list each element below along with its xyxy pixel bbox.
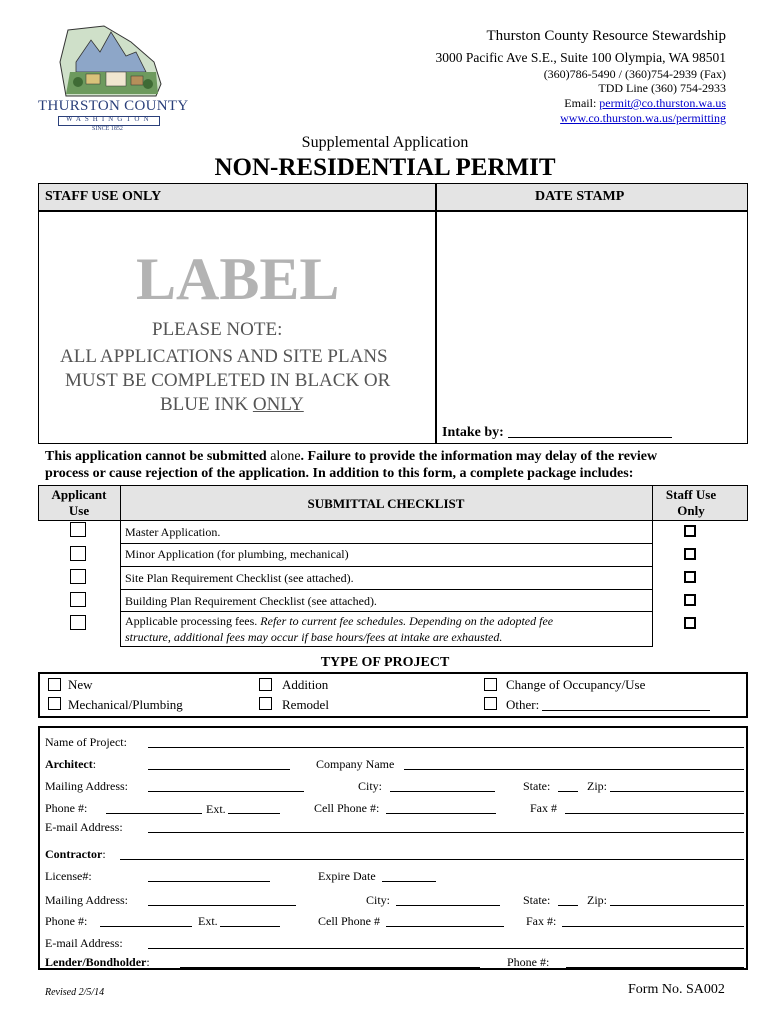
name-project-field[interactable] <box>148 747 744 748</box>
license-label: License#: <box>45 869 92 883</box>
ext-label-2: Ext. <box>198 914 218 928</box>
col-checklist-title: SUBMITTAL CHECKLIST <box>307 496 465 511</box>
phone-label-1: Phone #: <box>45 801 88 815</box>
phone-label-2: Phone #: <box>45 914 88 928</box>
lender-phone-label: Phone #: <box>507 955 550 969</box>
state-field-2[interactable] <box>558 905 578 906</box>
project-type-title: TYPE OF PROJECT <box>320 655 450 670</box>
intro-line-1c: . Failure to provide the information may delay of the review <box>300 449 658 464</box>
checklist-item-5-italic1: Refer to current fee schedules. Depending on the adopted fee <box>260 614 554 628</box>
page-title: NON-RESIDENTIAL PERMIT <box>214 154 556 181</box>
cell-field-2[interactable] <box>386 926 504 927</box>
org-email-link[interactable]: permit@co.thurston.wa.us <box>599 96 726 110</box>
org-address: 3000 Pacific Ave S.E., Suite 100 Olympia, WA 98501 <box>435 50 726 65</box>
staff-header-divider <box>38 210 748 212</box>
state-field-1[interactable] <box>558 791 578 792</box>
checklist-item-2: Minor Application (for plumbing, mechanical) <box>125 547 349 561</box>
applicant-checkbox-1[interactable] <box>70 522 86 537</box>
checklist-row-div-right <box>652 521 653 647</box>
org-tdd: TDD Line (360) 754-2933 <box>598 81 726 95</box>
note-line-4-only: ONLY <box>252 394 304 415</box>
email-field-1[interactable] <box>148 832 744 833</box>
addition-checkbox[interactable] <box>259 678 272 691</box>
checklist-item-5-text: Applicable processing fees. <box>125 614 261 628</box>
note-line-4-text: BLUE INK <box>160 394 253 415</box>
ext-label-1: Ext. <box>206 802 226 816</box>
date-stamp-header: DATE STAMP <box>535 189 625 204</box>
change-occupancy-label: Change of Occupancy/Use <box>506 677 646 692</box>
phone-field-2[interactable] <box>100 926 192 927</box>
cell-label-2: Cell Phone # <box>318 914 380 928</box>
lender-colon: : <box>146 955 150 969</box>
checklist-item-5-italic2: structure, additional fees may occur if base hours/fees at intake are exhausted. <box>125 630 503 644</box>
other-label: Other: <box>506 697 540 712</box>
form-number: Form No. SA002 <box>628 982 725 997</box>
row-sep-2 <box>120 566 652 567</box>
company-field[interactable] <box>404 769 744 770</box>
architect-colon: : <box>92 757 97 771</box>
name-project-label: Name of Project: <box>45 735 127 749</box>
change-occupancy-checkbox[interactable] <box>484 678 497 691</box>
applicant-checkbox-5[interactable] <box>70 615 86 630</box>
zip-label-1: Zip: <box>587 779 607 793</box>
other-checkbox[interactable] <box>484 697 497 710</box>
fax-label-2: Fax #: <box>526 914 557 928</box>
ext-field-2[interactable] <box>220 926 280 927</box>
architect-line <box>45 757 96 772</box>
row-sep-1 <box>120 543 652 544</box>
checklist-item-1: Master Application. <box>125 525 221 539</box>
expire-field[interactable] <box>382 881 436 882</box>
city-label-2: City: <box>366 893 391 907</box>
col-applicant-2: Use <box>68 503 90 518</box>
city-label-1: City: <box>358 779 383 793</box>
revised-date: Revised 2/5/14 <box>45 987 105 998</box>
lender-phone-field[interactable] <box>566 967 744 968</box>
org-name: Thurston County Resource Stewardship <box>486 28 726 44</box>
city-field-1[interactable] <box>390 791 495 792</box>
cell-field-1[interactable] <box>386 813 496 814</box>
checklist-row-div <box>120 521 121 647</box>
label-placeholder: LABEL <box>136 246 340 312</box>
col-staff-1: Staff Use <box>665 487 717 502</box>
fax-field-1[interactable] <box>565 813 744 814</box>
remodel-checkbox[interactable] <box>259 697 272 710</box>
org-email-line <box>564 96 726 111</box>
intro-line-2: process or cause rejection of the application. In addition to this form, a complete package includes: <box>45 466 634 481</box>
company-label: Company Name <box>316 757 395 771</box>
contractor-line <box>45 847 106 862</box>
mailing-field-2[interactable] <box>148 905 296 906</box>
intake-by-label: Intake by: <box>442 425 504 440</box>
intake-by-field[interactable] <box>508 437 672 438</box>
email-label-2: E-mail Address: <box>45 936 123 950</box>
row-sep-3 <box>120 589 652 590</box>
staff-divider <box>435 183 437 444</box>
applicant-checkbox-3[interactable] <box>70 569 86 584</box>
cell-label-1: Cell Phone #: <box>314 801 380 815</box>
intro-line-1a: This application cannot be submitted <box>45 449 271 464</box>
row-sep-4 <box>120 611 652 612</box>
logo-since: SINCE 1852 <box>92 126 123 132</box>
new-checkbox[interactable] <box>48 678 61 691</box>
mailing-label-2: Mailing Address: <box>45 893 128 907</box>
staff-checkbox-2[interactable] <box>684 548 696 560</box>
license-field[interactable] <box>148 881 270 882</box>
note-line-2: ALL APPLICATIONS AND SITE PLANS <box>60 346 388 367</box>
contractor-field[interactable] <box>120 859 744 860</box>
staff-checkbox-4[interactable] <box>684 594 696 606</box>
logo-state: WASHINGTON <box>66 115 153 123</box>
mailing-label-1: Mailing Address: <box>45 779 128 793</box>
zip-label-2: Zip: <box>587 893 607 907</box>
row-sep-5 <box>120 646 652 647</box>
checklist-item-3: Site Plan Requirement Checklist (see attached). <box>125 571 354 585</box>
lender-label: Lender/Bondholder <box>45 955 147 969</box>
ext-field-1[interactable] <box>228 813 280 814</box>
city-field-2[interactable] <box>396 905 500 906</box>
note-line-4 <box>160 394 304 416</box>
applicant-checkbox-2[interactable] <box>70 546 86 561</box>
staff-checkbox-1[interactable] <box>684 525 696 537</box>
staff-checkbox-5[interactable] <box>684 617 696 629</box>
architect-label: Architect <box>45 757 93 771</box>
col-applicant-1: Applicant <box>51 487 107 502</box>
intro-line-1b: alone <box>270 449 301 464</box>
remodel-label: Remodel <box>282 697 329 712</box>
fax-label-1: Fax # <box>530 801 557 815</box>
phone-field-1[interactable] <box>106 813 202 814</box>
applicant-checkbox-4[interactable] <box>70 592 86 607</box>
org-website-link[interactable]: www.co.thurston.wa.us/permitting <box>560 111 726 125</box>
architect-field[interactable] <box>148 769 290 770</box>
intro-line-1 <box>45 449 657 465</box>
email-label-1: E-mail Address: <box>45 820 123 834</box>
state-label-2: State: <box>523 893 551 907</box>
expire-label: Expire Date <box>318 869 376 883</box>
contractor-label: Contractor <box>45 847 103 861</box>
addition-label: Addition <box>282 677 329 692</box>
checklist-item-4: Building Plan Requirement Checklist (see attached). <box>125 594 377 608</box>
new-label: New <box>68 677 93 692</box>
org-phone-fax: (360)786-5490 / (360)754-2939 (Fax) <box>543 67 726 81</box>
lender-line <box>45 955 150 970</box>
mech-label: Mechanical/Plumbing <box>68 697 183 712</box>
county-logo <box>36 22 189 134</box>
col-staff-2: Only <box>677 503 705 518</box>
org-email-label: Email: <box>564 96 600 110</box>
contractor-colon: : <box>102 847 106 861</box>
lender-field[interactable] <box>180 967 480 968</box>
fax-field-2[interactable] <box>562 926 744 927</box>
subtitle: Supplemental Application <box>301 134 469 151</box>
staff-use-only: STAFF USE ONLY <box>45 189 162 204</box>
other-field[interactable] <box>542 710 710 711</box>
checklist-item-5 <box>125 614 553 629</box>
logo-county-name: THURSTON COUNTY <box>38 98 189 114</box>
zip-field-2[interactable] <box>610 905 744 906</box>
mech-checkbox[interactable] <box>48 697 61 710</box>
state-label-1: State: <box>523 779 551 793</box>
staff-checkbox-3[interactable] <box>684 571 696 583</box>
note-line-3: MUST BE COMPLETED IN BLACK OR <box>65 370 391 391</box>
note-line-1: PLEASE NOTE: <box>152 319 283 340</box>
email-field-2[interactable] <box>148 948 744 949</box>
zip-field-1[interactable] <box>610 791 744 792</box>
mailing-field-1[interactable] <box>148 791 304 792</box>
